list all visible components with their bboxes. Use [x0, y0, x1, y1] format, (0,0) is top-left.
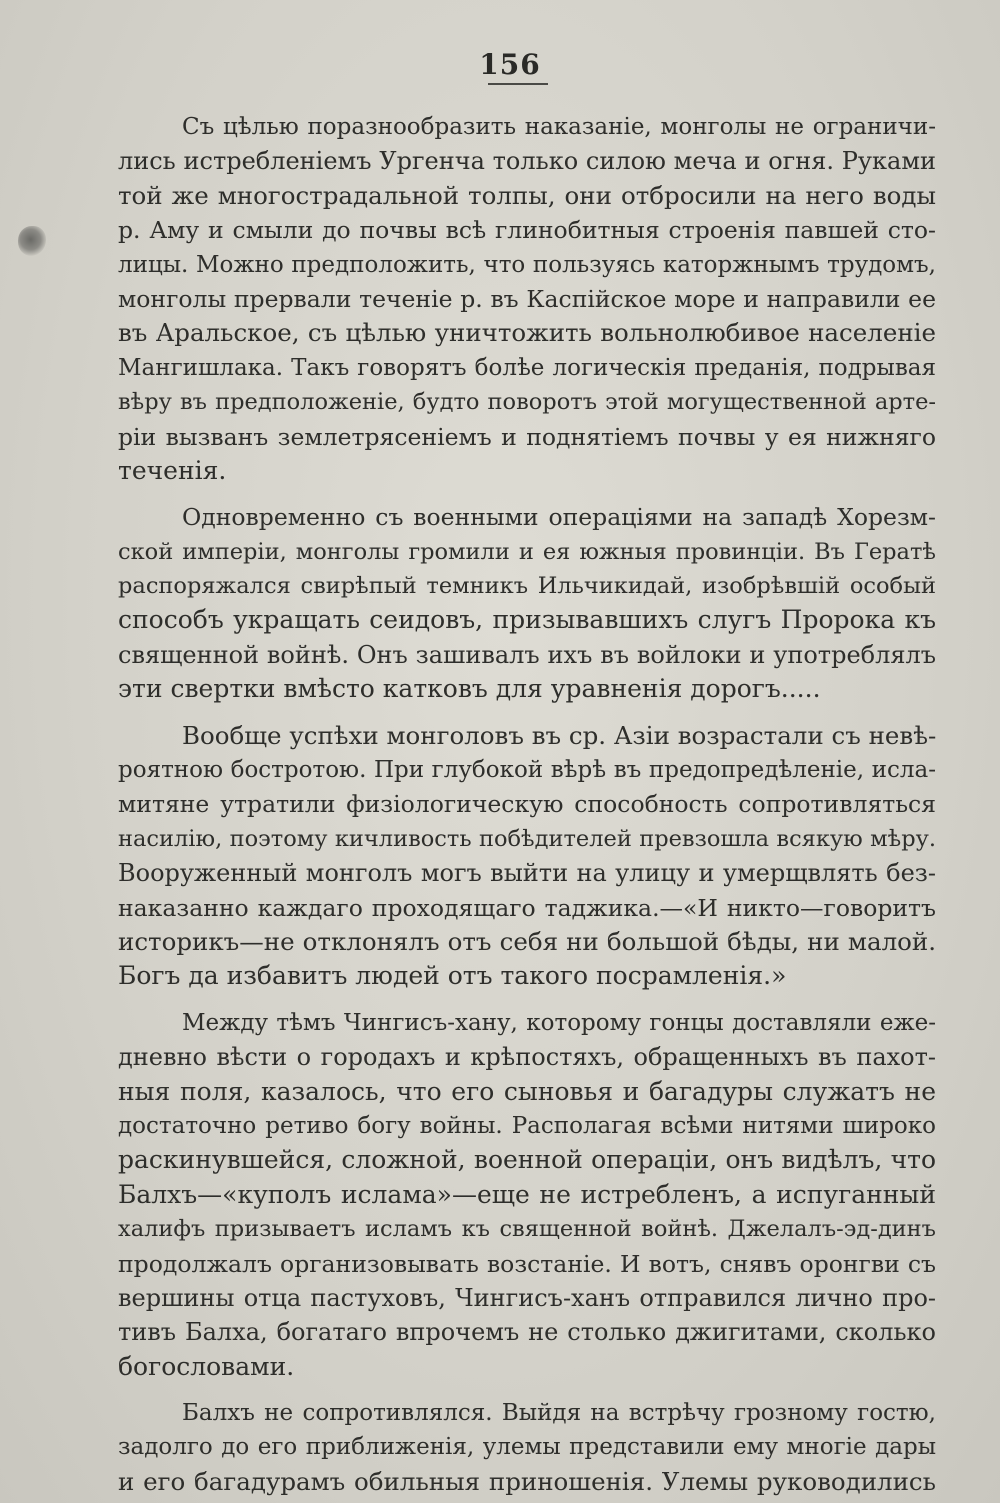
paragraph-gap [118, 994, 936, 1006]
text-line: ріи вызванъ землетрясеніемъ и поднятіемъ почвы у ея нижняго [118, 422, 936, 451]
text-line: ской имперіи, монголы громили и ея южныя провинціи. Въ Гератѣ [118, 538, 936, 565]
text-line: дневно вѣсти о городахъ и крѣпостяхъ, обращенныхъ въ пахот- [118, 1043, 936, 1072]
text-line: въ Аральское, съ цѣлью уничтожить вольнолюбивое населеніе [118, 318, 936, 348]
text-line: Мангишлака. Такъ говорятъ болѣе логическія преданія, подрывая [118, 354, 936, 381]
paragraph [118, 110, 936, 488]
text-line: тивъ Балха, богатаго впрочемъ не столько джигитами, сколько [118, 1318, 936, 1347]
page-number: 156 [479, 48, 541, 81]
text-line: митяне утратили физіологическую способность сопротивляться [118, 790, 936, 819]
page-number-rule [488, 83, 548, 85]
text-line: способъ укращать сеидовъ, призывавшихъ слугъ Пророка къ [118, 605, 936, 635]
text-line: Балхъ не сопротивлялся. Выйдя на встрѣчу грозному гостю, [182, 1400, 936, 1427]
text-line: монголы прервали теченіе р. въ Каспійское море и направили ее [118, 284, 936, 313]
paragraph-gap [118, 707, 936, 719]
text-line: Съ цѣлью поразнообразить наказаніе, монголы не ограничи- [182, 114, 936, 140]
text-line: достаточно ретиво богу войны. Располагая всѣми нитями широко [118, 1112, 936, 1139]
text-line: распоряжался свирѣпый темникъ Ильчикидай, изобрѣвшій особый [118, 573, 936, 600]
text-line: халифъ призываетъ исламъ къ священной войнѣ. Джелалъ-эд-динъ [118, 1216, 936, 1243]
text-line: лицы. Можно предположить, что пользуясь каторжнымъ трудомъ, [118, 251, 936, 278]
text-line: Вообще успѣхи монголовъ въ ср. Азіи возрастали съ невѣ- [182, 720, 936, 750]
text-line: наказанно каждаго проходящаго таджика.—«И никто—говоритъ [118, 893, 936, 922]
text-line: богословами. [118, 1351, 295, 1381]
paragraph [118, 719, 936, 994]
text-line: вершины отца пастуховъ, Чингисъ-ханъ отправился лично про- [118, 1283, 936, 1312]
text-line: роятною бостротою. При глубокой вѣрѣ въ предопредѣленіе, исла- [118, 757, 936, 784]
ink-blot [18, 226, 46, 256]
paragraph [118, 1396, 936, 1499]
text-line: раскинувшейся, сложной, военной операціи, онъ видѣлъ, что [118, 1145, 936, 1175]
text-line: историкъ—не отклонялъ отъ себя ни большой бѣды, ни малой. [118, 926, 936, 956]
text-line: Одновременно съ военными операціями на западѣ Хорезм- [182, 503, 936, 532]
text-line: Балхъ—«куполъ ислама»—еще не истребленъ, а испуганный [118, 1179, 936, 1209]
paragraph [118, 500, 936, 706]
paragraph [118, 1006, 936, 1384]
paragraph-gap [118, 1384, 936, 1396]
text-line: той же многострадальной толпы, они отбросили на него воды [118, 180, 936, 210]
text-line: священной войнѣ. Онъ зашивалъ ихъ въ войлоки и употреблялъ [118, 640, 936, 669]
text-line: Вооруженный монголъ могъ выйти на улицу и умерщвлять без- [118, 859, 936, 888]
text-line: Между тѣмъ Чингисъ-хану, которому гонцы доставляли еже- [182, 1009, 936, 1036]
text-line: р. Аму и смыли до почвы всѣ глинобитныя строенія павшей сто- [118, 216, 936, 245]
text-line: насилію, поэтому кичливость побѣдителей превзошла всякую мѣру. [118, 825, 936, 852]
text-line: лись истребленіемъ Ургенча только силою меча и огня. Руками [118, 147, 936, 176]
text-line: и его багадурамъ обильныя приношенія. Улемы руководились [118, 1466, 936, 1496]
paragraph-gap [118, 488, 936, 500]
text-line: вѣру въ предположеніе, будто поворотъ этой могущественной арте- [118, 389, 936, 416]
text-line: эти свертки вмѣсто катковъ для уравненія дорогъ..... [118, 674, 821, 704]
body-text [118, 110, 936, 1499]
text-line: задолго до его приближенія, улемы представили ему многіе дары [118, 1434, 936, 1461]
text-line: ныя поля, казалось, что его сыновья и багадуры служатъ не [118, 1076, 936, 1106]
text-line: продолжалъ организовывать возстаніе. И вотъ, снявъ оронгви съ [118, 1249, 936, 1278]
text-line: Богъ да избавитъ людей отъ такого посрамленія.» [118, 961, 787, 991]
text-line: теченія. [118, 455, 227, 485]
